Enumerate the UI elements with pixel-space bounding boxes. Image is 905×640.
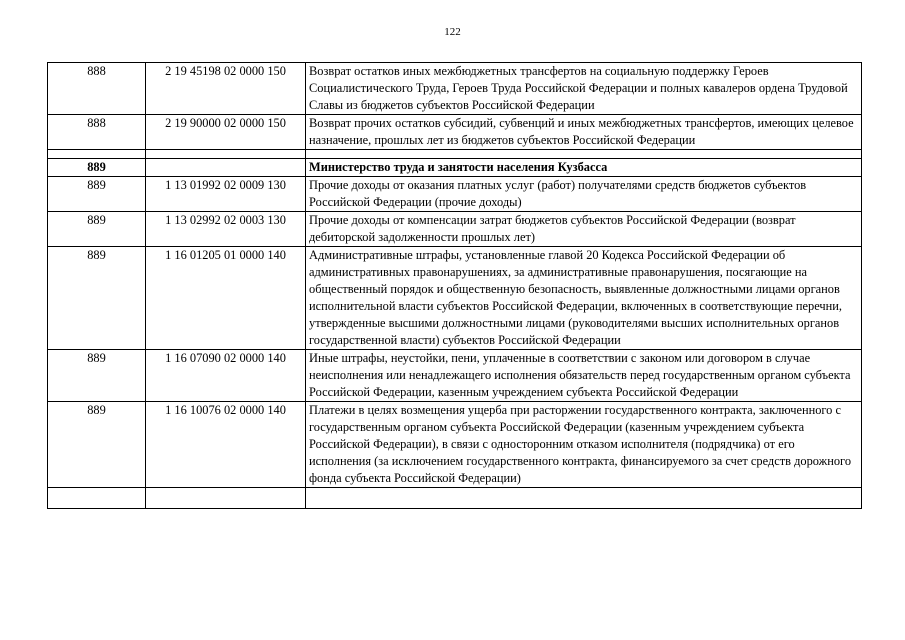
admin-code-cell: 889 xyxy=(48,159,146,177)
revenue-name-cell: Прочие доходы от оказания платных услуг (работ) получателями средств бюджетов субъектов Российской Федерации (прочие доходы) xyxy=(306,177,862,212)
empty-cell xyxy=(48,488,146,509)
revenue-name-cell: Административные штрафы, установленные главой 20 Кодекса Российской Федерации об административных правонарушениях, за административные правонарушения, посягающие на общественный порядок и общественную безопасность, выявленные должностными лицами органов исполнительной власти субъектов Российской Федерации, включенных в соответствующие перечни, утвержденные высшими должностными лицами (руководителями высших исполнительных органов государственной власти) субъектов Российской Федерации xyxy=(306,247,862,350)
budget-code-cell: 1 13 01992 02 0009 130 xyxy=(146,177,306,212)
table-row xyxy=(48,350,862,402)
table-row xyxy=(48,63,862,115)
empty-tail-row xyxy=(48,488,862,509)
budget-code-cell: 2 19 45198 02 0000 150 xyxy=(146,63,306,115)
budget-code-cell: 1 13 02992 02 0003 130 xyxy=(146,212,306,247)
table-row xyxy=(48,402,862,488)
ministry-name-cell: Министерство труда и занятости населения Кузбасса xyxy=(306,159,862,177)
empty-cell xyxy=(306,488,862,509)
admin-code-cell: 888 xyxy=(48,63,146,115)
spacer-row xyxy=(48,150,862,159)
budget-code-cell: 1 16 01205 01 0000 140 xyxy=(146,247,306,350)
budget-code-cell: 1 16 10076 02 0000 140 xyxy=(146,402,306,488)
revenue-name-cell: Возврат остатков иных межбюджетных трансфертов на социальную поддержку Героев Социалистического Труда, Героев Труда Российской Федерации и полных кавалеров ордена Трудовой Славы из бюджетов субъектов Российской Федерации xyxy=(306,63,862,115)
revenue-name-cell: Возврат прочих остатков субсидий, субвенций и иных межбюджетных трансфертов, имеющих целевое назначение, прошлых лет из бюджетов субъектов Российской Федерации xyxy=(306,115,862,150)
revenue-name-cell: Иные штрафы, неустойки, пени, уплаченные в соответствии с законом или договором в случае неисполнения или ненадлежащего исполнения обязательств перед государственным органом субъекта Российской Федерации, казенным учреждением субъекта Российской Федерации xyxy=(306,350,862,402)
revenue-name-cell: Прочие доходы от компенсации затрат бюджетов субъектов Российской Федерации (возврат дебиторской задолженности прошлых лет) xyxy=(306,212,862,247)
table-row xyxy=(48,115,862,150)
spacer-cell xyxy=(306,150,862,159)
budget-code-cell: 2 19 90000 02 0000 150 xyxy=(146,115,306,150)
ministry-heading-row xyxy=(48,159,862,177)
admin-code-cell: 888 xyxy=(48,115,146,150)
admin-code-cell: 889 xyxy=(48,402,146,488)
empty-cell xyxy=(146,488,306,509)
admin-code-cell: 889 xyxy=(48,350,146,402)
revenue-name-cell: Платежи в целях возмещения ущерба при расторжении государственного контракта, заключенного с государственным органом субъекта Российской Федерации (казенным учреждением субъекта Российской Федерации), в связи с односторонним отказом исполнителя (подрядчика) от его исполнения (за исключением государственного контракта, финансируемого за счет средств дорожного фонда субъекта Российской Федерации) xyxy=(306,402,862,488)
budget-code-cell xyxy=(146,159,306,177)
page-number: 122 xyxy=(444,26,461,38)
admin-code-cell: 889 xyxy=(48,212,146,247)
admin-code-cell: 889 xyxy=(48,247,146,350)
budget-classification-table xyxy=(47,62,862,509)
table-row xyxy=(48,212,862,247)
spacer-cell xyxy=(146,150,306,159)
budget-code-cell: 1 16 07090 02 0000 140 xyxy=(146,350,306,402)
table-row xyxy=(48,247,862,350)
admin-code-cell: 889 xyxy=(48,177,146,212)
spacer-cell xyxy=(48,150,146,159)
table-row xyxy=(48,177,862,212)
